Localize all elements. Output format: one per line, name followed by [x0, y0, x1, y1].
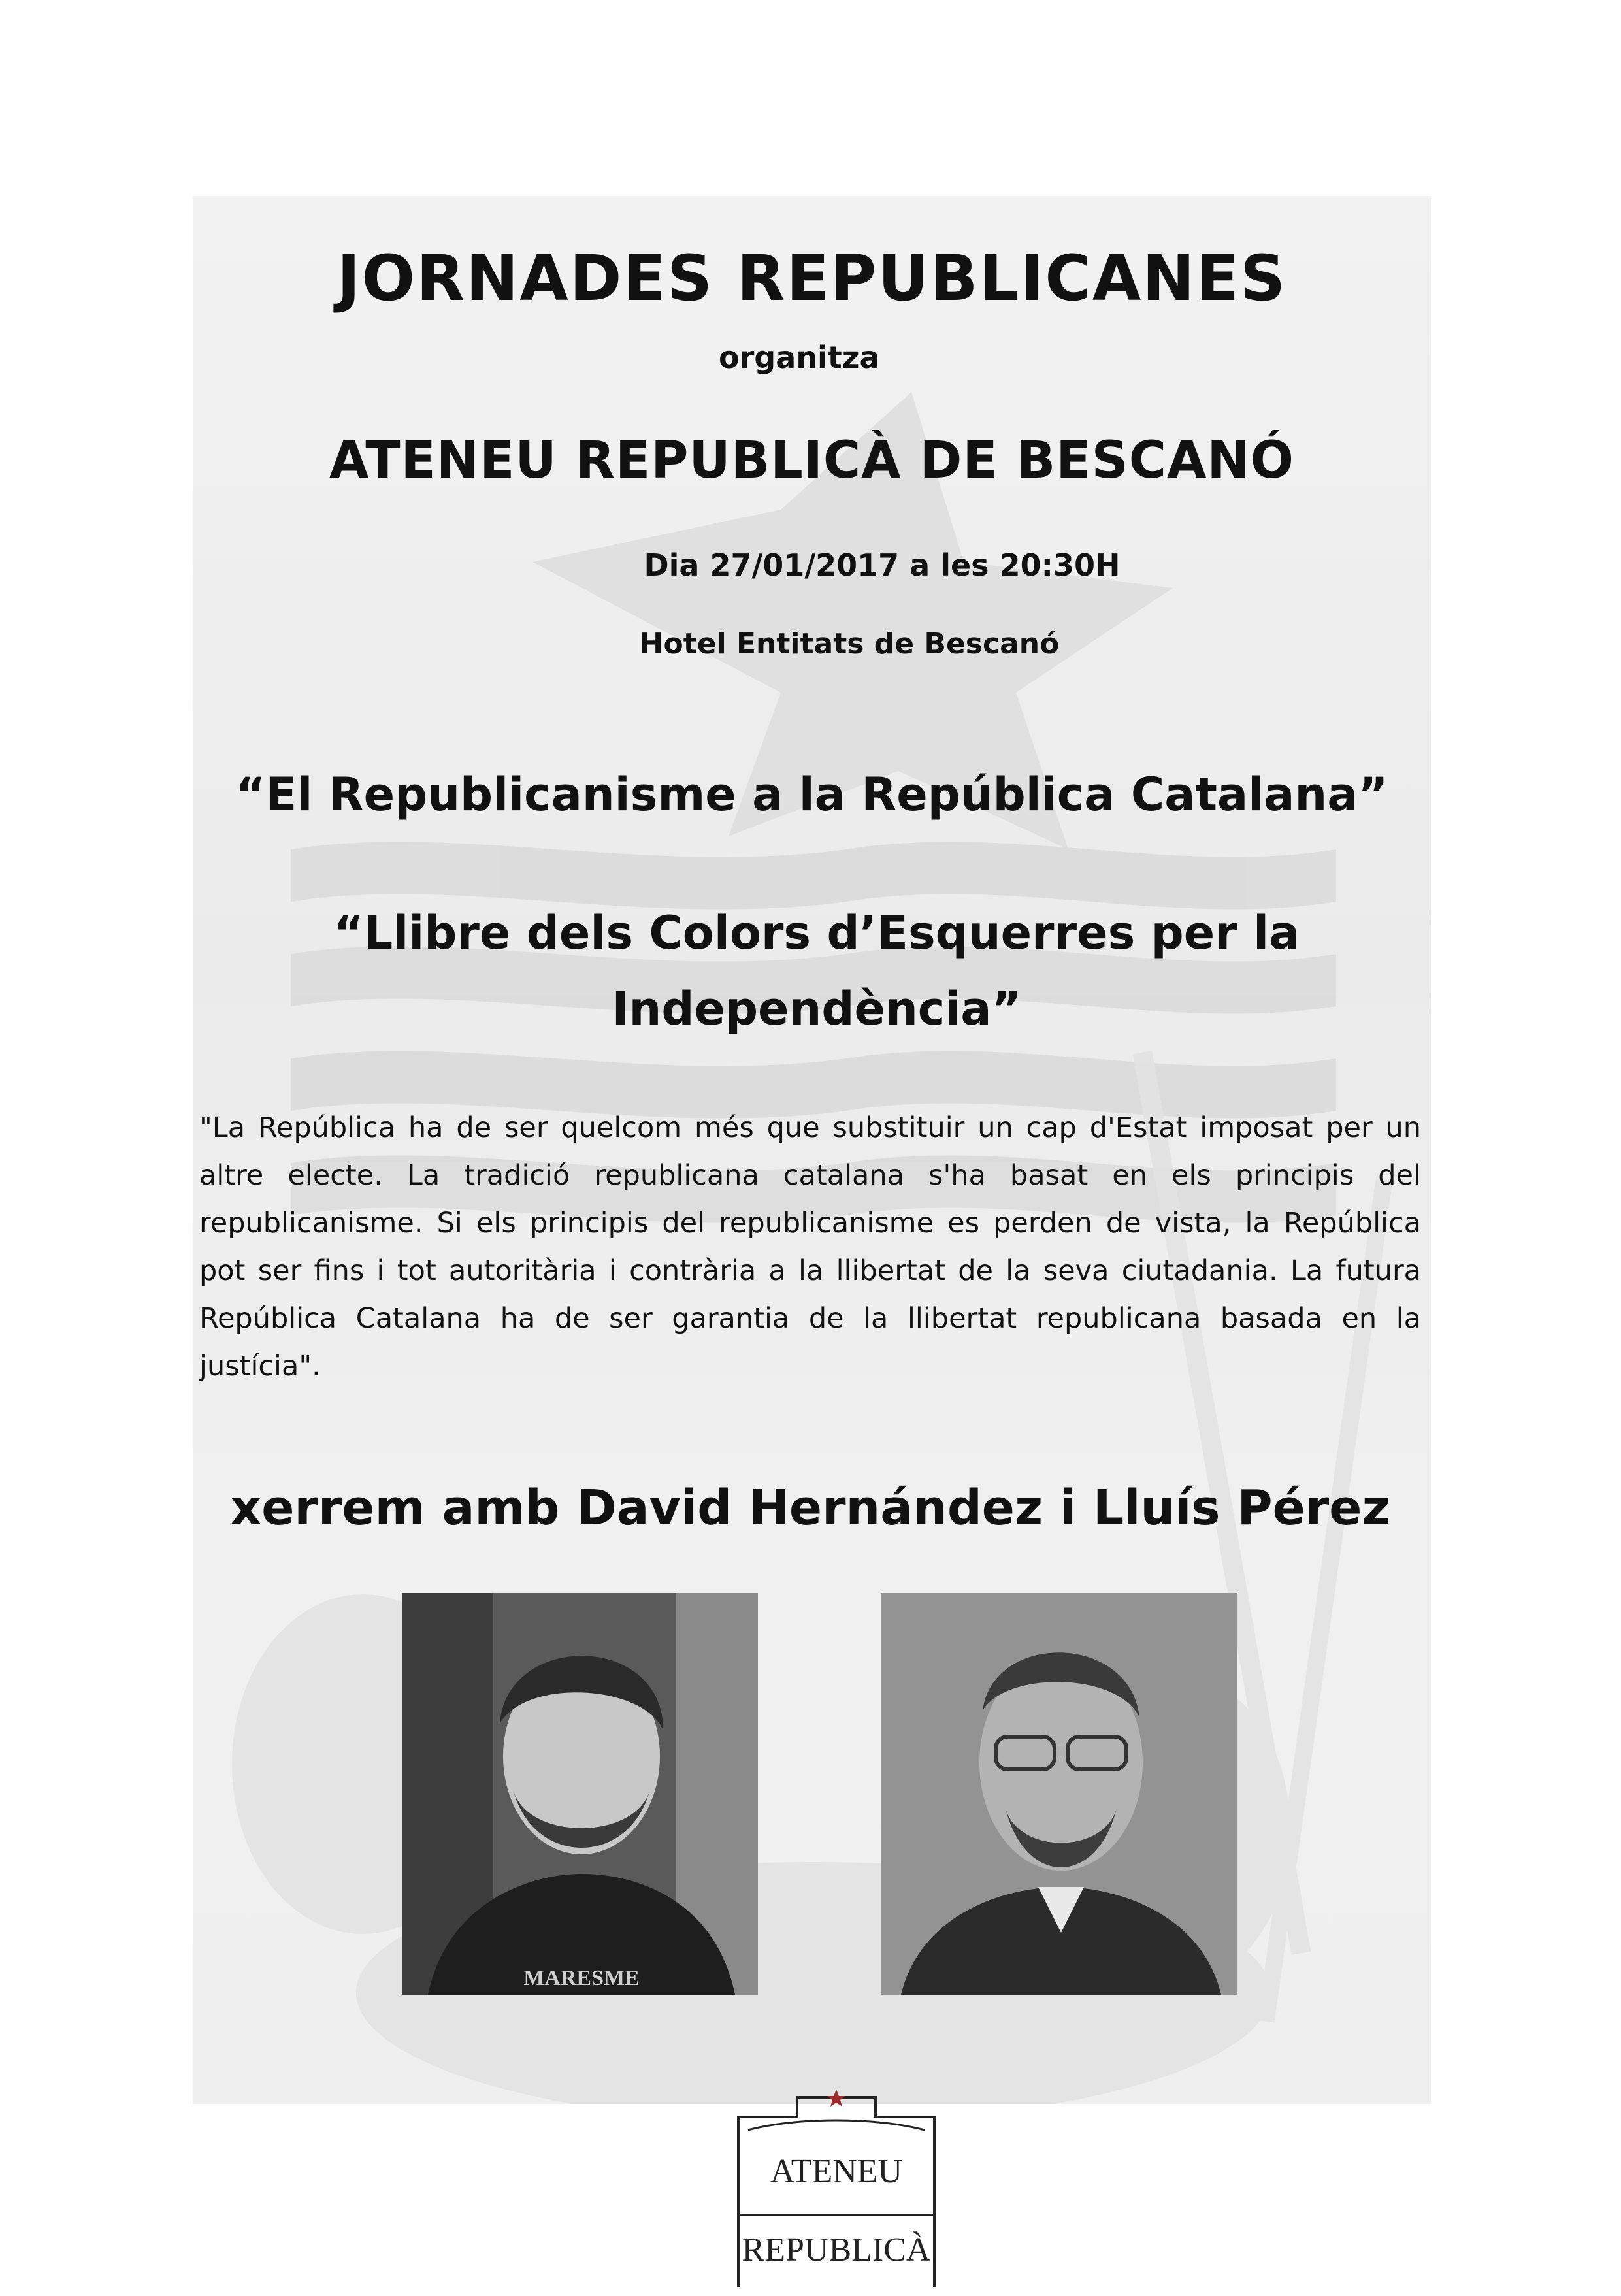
- event-date: Dia 27/01/2017 a les 20:30H: [644, 548, 1121, 583]
- logo-text-line1: ATENEU: [770, 2153, 903, 2190]
- speaker-photo-lluis: [881, 1593, 1237, 1995]
- speakers-line: xerrem amb David Hernández i Lluís Pérez: [230, 1480, 1390, 1536]
- event-venue: Hotel Entitats de Bescanó: [639, 627, 1060, 661]
- ateneu-logo: [719, 2084, 954, 2293]
- organizer-label: organitza: [719, 340, 880, 375]
- organizer-name: ATENEU REPUBLICÀ DE BESCANÓ: [329, 431, 1294, 490]
- shirt-text: MARESME: [523, 1966, 640, 1990]
- quote-paragraph: "La República ha de ser quelcom més que substituir un cap d'Estat imposat per un altre electe. La tradició republicana catalana s'ha basat en els principis del republicanisme. Si els principis del republicanisme es perden de vista, la República pot ser fins i tot autoritària i contrària a la llibertat de la seva ciutadania. La futura República Catalana ha de ser garantia de la llibertat republicana basada en la justícia".: [199, 1111, 1421, 1383]
- logo-text-line2: REPUBLICÀ: [742, 2231, 931, 2269]
- speaker-photo-david: [402, 1593, 758, 1995]
- poster-title: JORNADES REPUBLICANES: [336, 242, 1287, 315]
- talk-title-2: “Llibre dels Colors d’Esquerres per la Independència”: [333, 906, 1300, 1036]
- talk-title-1: “El Republicanisme a la República Catalana”: [235, 768, 1388, 821]
- logo-star-icon: [827, 2090, 845, 2107]
